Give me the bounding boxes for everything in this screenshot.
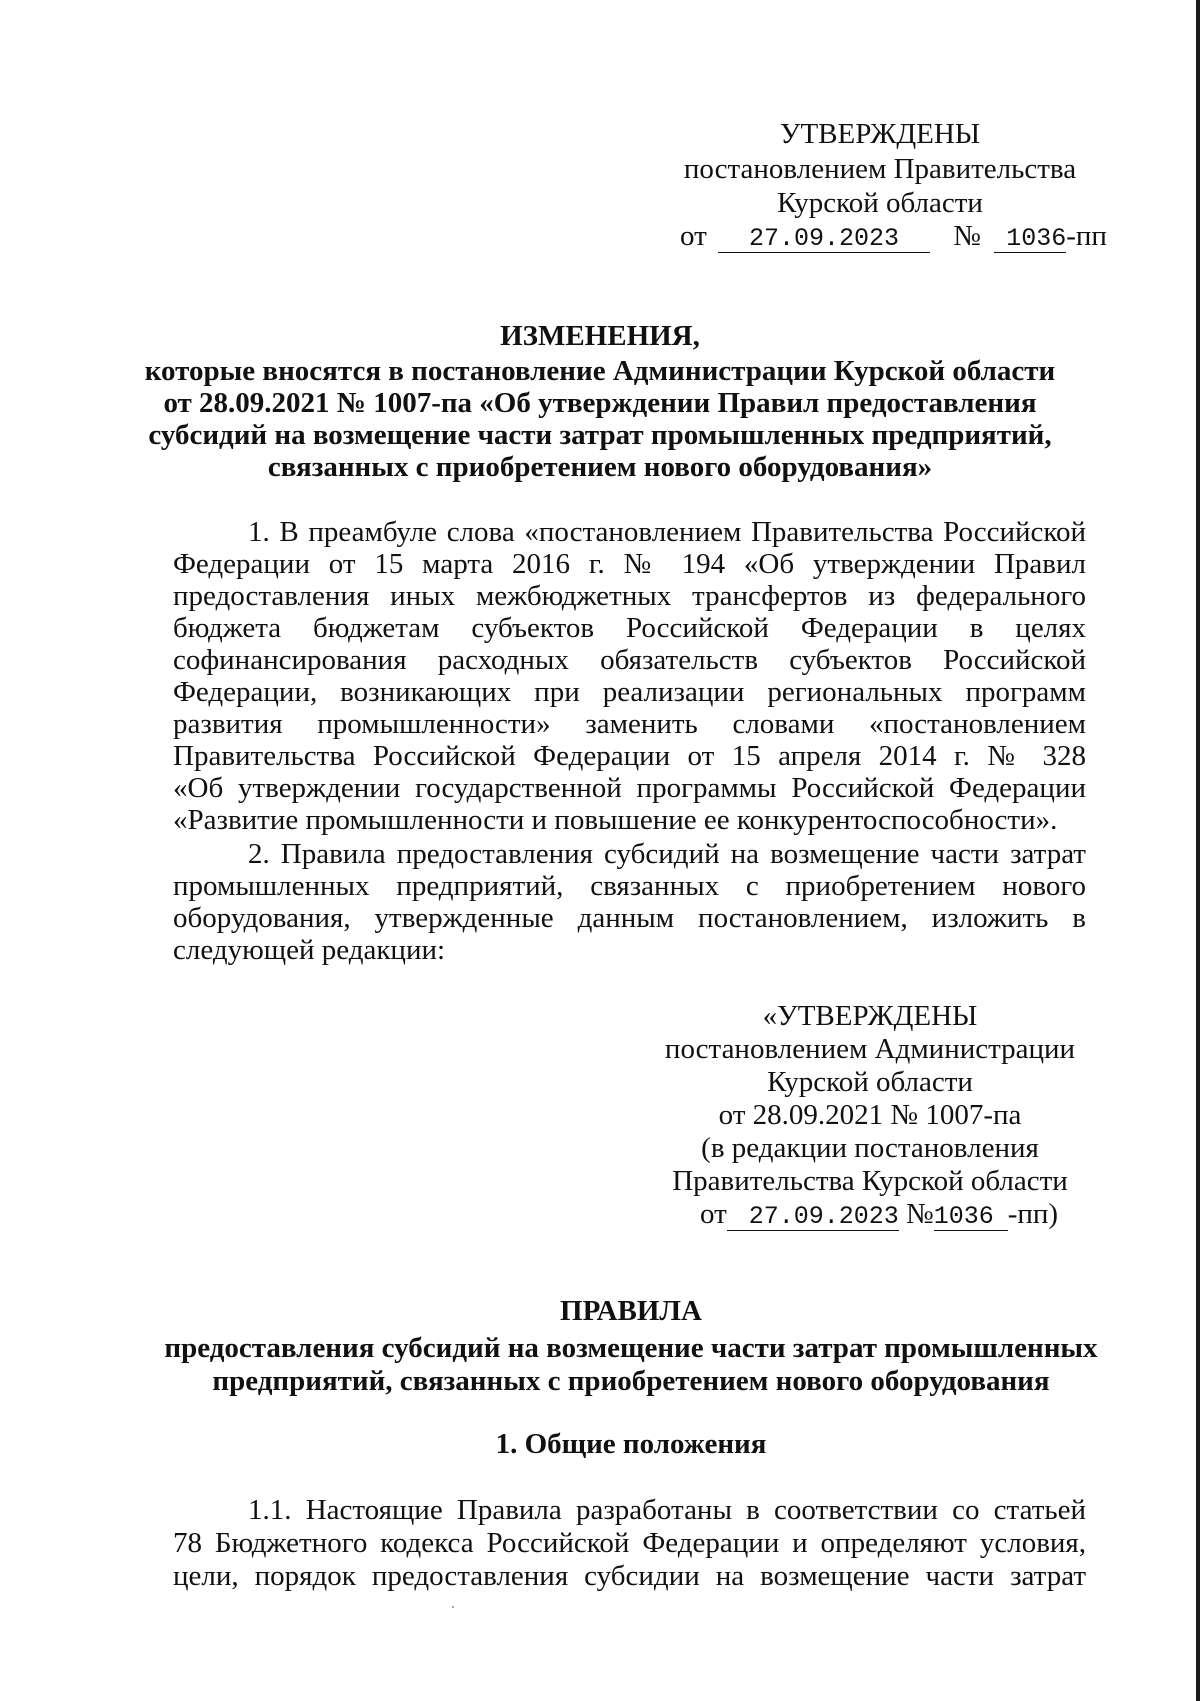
text-line: Федерации от 15 марта 2016 г. № 194 «Об утверждении Правил bbox=[173, 548, 1086, 580]
rules-heading: ПРАВИЛА bbox=[560, 1295, 702, 1327]
approval-heading: УТВЕРЖДЕНЫ bbox=[779, 118, 981, 150]
scan-speck bbox=[452, 1606, 454, 1608]
approval2-number: 1036 bbox=[934, 1204, 1008, 1231]
text-line: промышленных предприятий, связанных с приобретением нового bbox=[173, 870, 1086, 902]
date-prefix: от bbox=[700, 1198, 727, 1230]
approval-date-line bbox=[680, 220, 1107, 253]
title-heading: ИЗМЕНЕНИЯ, bbox=[500, 320, 700, 352]
title-line: от 28.09.2021 № 1007-па «Об утверждении Правил предоставления bbox=[163, 387, 1037, 419]
text-line: 78 Бюджетного кодекса Российской Федерации и определяют условия, bbox=[173, 1527, 1086, 1559]
approval2-line: Правительства Курской области bbox=[672, 1165, 1068, 1197]
text-line: «Об утверждении государственной программы Российской Федерации bbox=[173, 772, 1086, 804]
text-line: софинансирования расходных обязательств субъектов Российской bbox=[173, 644, 1086, 676]
text-line: 1.1. Настоящие Правила разработаны в соответствии со статьей bbox=[248, 1494, 1086, 1526]
text-line: 1. В преамбуле слова «постановлением Правительства Российской bbox=[248, 516, 1086, 548]
title-line: субсидий на возмещение части затрат промышленных предприятий, bbox=[148, 419, 1052, 451]
rules-line: предоставления субсидий на возмещение части затрат промышленных bbox=[164, 1332, 1098, 1364]
approval-issuer: постановлением Правительства bbox=[683, 153, 1077, 185]
approval2-line: «УТВЕРЖДЕНЫ bbox=[762, 1000, 978, 1032]
approval-number: 1036 bbox=[994, 226, 1066, 253]
title-line: связанных с приобретением нового оборудования» bbox=[267, 451, 933, 483]
text-line: следующей редакции: bbox=[173, 934, 446, 966]
number-prefix: № bbox=[953, 220, 981, 252]
text-line: предоставления иных межбюджетных трансфертов из федерального bbox=[173, 580, 1086, 612]
rules-line: предприятий, связанных с приобретением нового оборудования bbox=[212, 1365, 1050, 1397]
approval2-line: от 28.09.2021 № 1007-па bbox=[718, 1099, 1022, 1131]
approval2-date: 27.09.2023 bbox=[727, 1204, 899, 1231]
approval2-line: Курской области bbox=[767, 1066, 973, 1098]
text-line: Правительства Российской Федерации от 15 апреля 2014 г. № 328 bbox=[173, 740, 1086, 772]
approval-date: 27.09.2023 bbox=[718, 226, 930, 253]
approval2-line: постановлением Администрации bbox=[664, 1033, 1076, 1065]
number-prefix: № bbox=[906, 1198, 934, 1230]
approval2-suffix: -пп) bbox=[1007, 1198, 1059, 1230]
text-line: 2. Правила предоставления субсидий на возмещение части затрат bbox=[248, 838, 1086, 870]
approval2-line: (в редакции постановления bbox=[701, 1132, 1039, 1164]
approval-region: Курской области bbox=[777, 187, 983, 219]
text-line: «Развитие промышленности и повышение ее конкурентоспособности». bbox=[173, 804, 1058, 836]
text-line: цели, порядок предоставления субсидии на возмещение части затрат bbox=[173, 1560, 1086, 1592]
number-suffix: -пп bbox=[1066, 220, 1107, 252]
title-line: которые вносятся в постановление Администрации Курской области bbox=[144, 355, 1056, 387]
text-line: развития промышленности» заменить словами «постановлением bbox=[173, 708, 1086, 740]
text-line: оборудования, утвержденные данным постановлением, изложить в bbox=[173, 902, 1086, 934]
approval2-date-line bbox=[700, 1198, 1058, 1231]
section-heading: 1. Общие положения bbox=[495, 1428, 767, 1460]
text-line: Федерации, возникающих при реализации региональных программ bbox=[173, 676, 1086, 708]
date-prefix: от bbox=[680, 220, 707, 252]
text-line: бюджета бюджетам субъектов Российской Федерации в целях bbox=[173, 612, 1086, 644]
